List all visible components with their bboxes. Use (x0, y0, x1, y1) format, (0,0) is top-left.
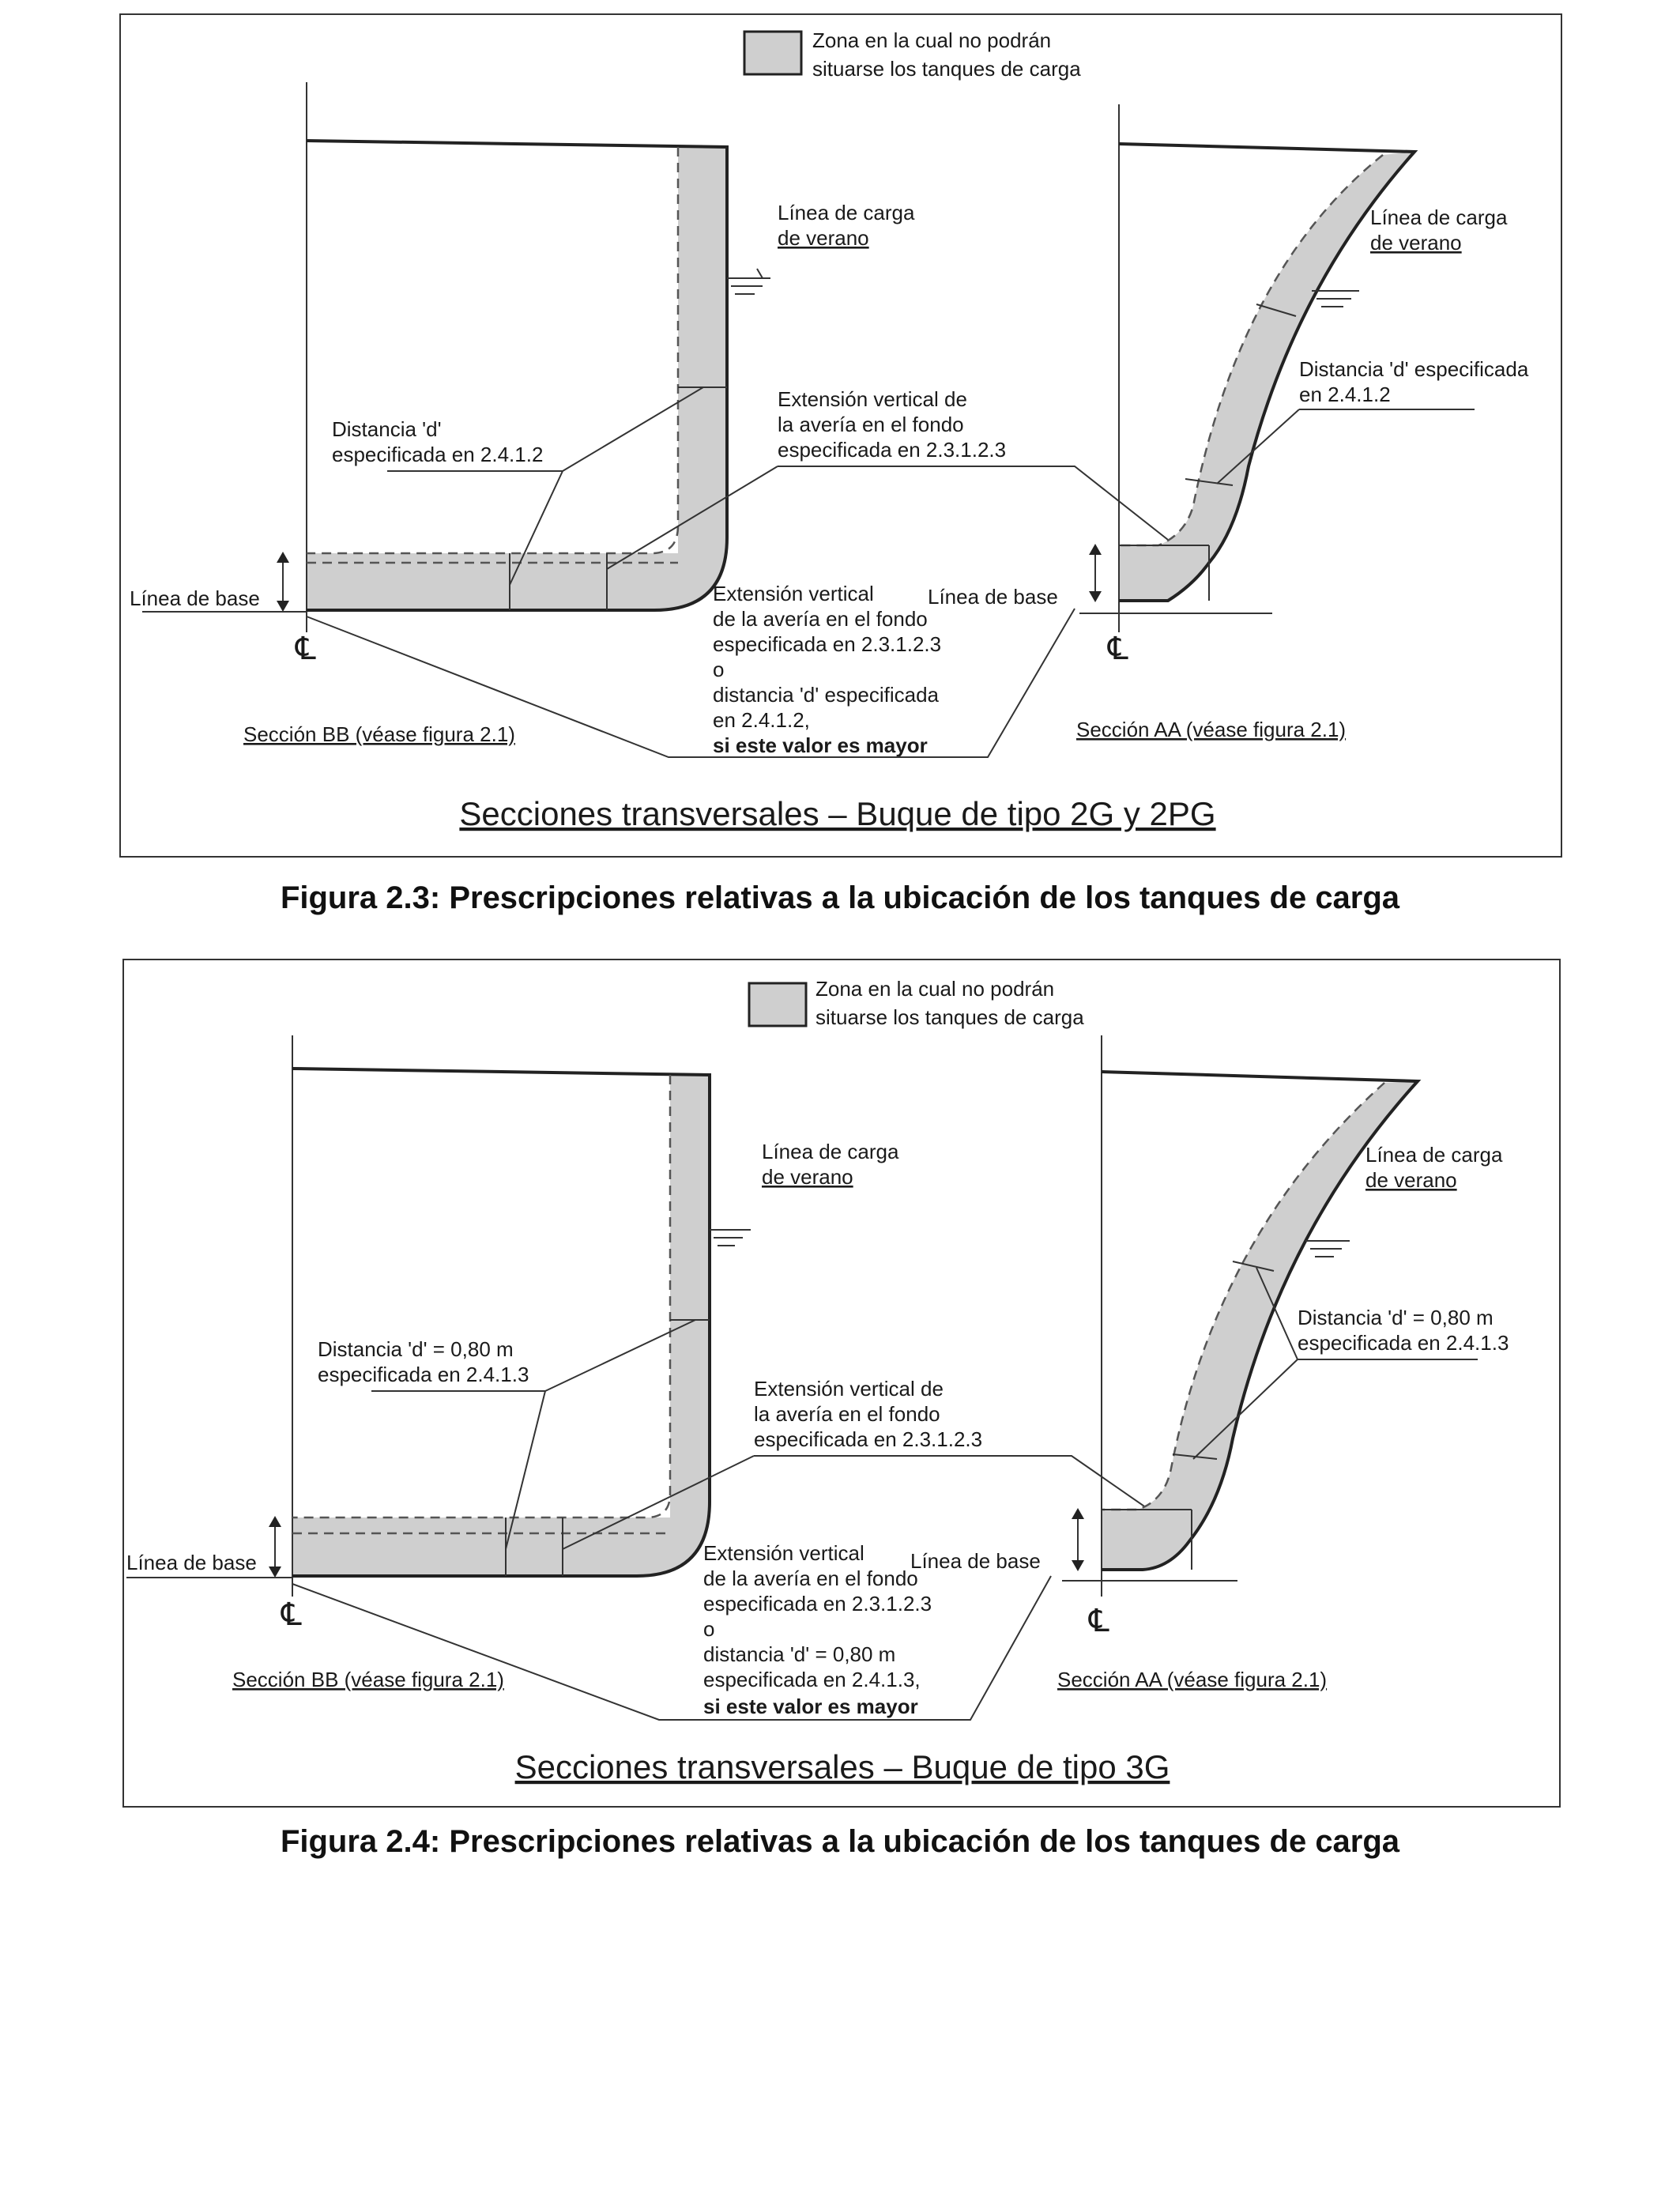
figure-caption: Figura 2.4: Prescripciones relativas a la ubicación de los tanques de carga (280, 1824, 1400, 1859)
note-line-5: distancia 'd' especificada (713, 683, 939, 707)
centerline-symbol: ℄ (281, 1597, 302, 1632)
note-line-7: si este valor es mayor (713, 733, 928, 757)
vertical-extension-label-3: especificada en 2.3.1.2.3 (778, 438, 1007, 462)
vertical-extension-label-3: especificada en 2.3.1.2.3 (754, 1427, 983, 1451)
note-line-2: de la avería en el fondo (703, 1566, 918, 1590)
figure-2-3 (120, 14, 1561, 857)
section-aa-label: Sección AA (véase figura 2.1) (1076, 718, 1347, 741)
note-line-1: Extensión vertical (703, 1541, 864, 1565)
legend-swatch (744, 32, 801, 74)
figure-title: Secciones transversales – Buque de tipo 2G y 2PG (459, 795, 1216, 832)
summer-line-label-1: Línea de carga (762, 1140, 899, 1163)
vertical-extension-label-2: la avería en el fondo (754, 1402, 940, 1426)
note-line-4: o (713, 658, 725, 681)
legend-line-2: situarse los tanques de carga (816, 1005, 1084, 1029)
distance-d-label-1: Distancia 'd' = 0,80 m (318, 1337, 514, 1361)
legend-line-1: Zona en la cual no podrán (812, 28, 1052, 52)
summer-line-label-2: de verano (778, 226, 869, 250)
legend-line-2: situarse los tanques de carga (812, 57, 1081, 81)
centerline-symbol: ℄ (296, 632, 316, 666)
note-line-3: especificada en 2.3.1.2.3 (703, 1592, 932, 1616)
legend-swatch (749, 983, 806, 1026)
distance-d-label-1: Distancia 'd' = 0,80 m (1298, 1306, 1494, 1329)
vertical-extension-label-1: Extensión vertical de (778, 387, 967, 411)
note-line-6: en 2.4.1.2, (713, 708, 810, 732)
vertical-extension-label-2: la avería en el fondo (778, 413, 964, 436)
section-bb-label: Sección BB (véase figura 2.1) (232, 1668, 504, 1691)
summer-line-label-2: de verano (762, 1165, 853, 1189)
summer-line-label-1: Línea de carga (778, 201, 915, 224)
baseline-label: Línea de base (928, 585, 1058, 609)
figure-2-4 (123, 960, 1560, 1807)
baseline-label: Línea de base (130, 586, 260, 610)
baseline-label: Línea de base (910, 1549, 1041, 1573)
summer-line-label-2: de verano (1370, 231, 1462, 254)
distance-d-label-2: especificada en 2.4.1.2 (332, 443, 544, 466)
note-line-3: especificada en 2.3.1.2.3 (713, 632, 942, 656)
centerline-symbol: ℄ (1089, 1604, 1109, 1638)
note-line-7: si este valor es mayor (703, 1695, 918, 1718)
figure-title: Secciones transversales – Buque de tipo 3G (514, 1748, 1170, 1785)
section-aa-label: Sección AA (véase figura 2.1) (1057, 1668, 1328, 1691)
note-line-4: o (703, 1617, 715, 1641)
summer-line-label-1: Línea de carga (1370, 205, 1508, 229)
note-line-6: especificada en 2.4.1.3, (703, 1668, 921, 1691)
distance-d-label-1: Distancia 'd' especificada (1299, 357, 1529, 381)
distance-d-label-2: especificada en 2.4.1.3 (1298, 1331, 1509, 1355)
distance-d-label-2: especificada en 2.4.1.3 (318, 1363, 529, 1386)
baseline-label: Línea de base (126, 1551, 257, 1574)
legend-line-1: Zona en la cual no podrán (816, 977, 1055, 1001)
figure-caption: Figura 2.3: Prescripciones relativas a la ubicación de los tanques de carga (280, 880, 1400, 915)
section-bb-label: Sección BB (véase figura 2.1) (243, 722, 515, 746)
summer-line-label-2: de verano (1365, 1168, 1457, 1192)
note-line-2: de la avería en el fondo (713, 607, 928, 631)
note-line-5: distancia 'd' = 0,80 m (703, 1642, 896, 1666)
note-line-1: Extensión vertical (713, 582, 874, 605)
centerline-symbol: ℄ (1108, 632, 1128, 666)
summer-line-label-1: Línea de carga (1365, 1143, 1503, 1167)
vertical-extension-label-1: Extensión vertical de (754, 1377, 944, 1401)
distance-d-label-1: Distancia 'd' (332, 417, 442, 441)
distance-d-label-2: en 2.4.1.2 (1299, 383, 1391, 406)
